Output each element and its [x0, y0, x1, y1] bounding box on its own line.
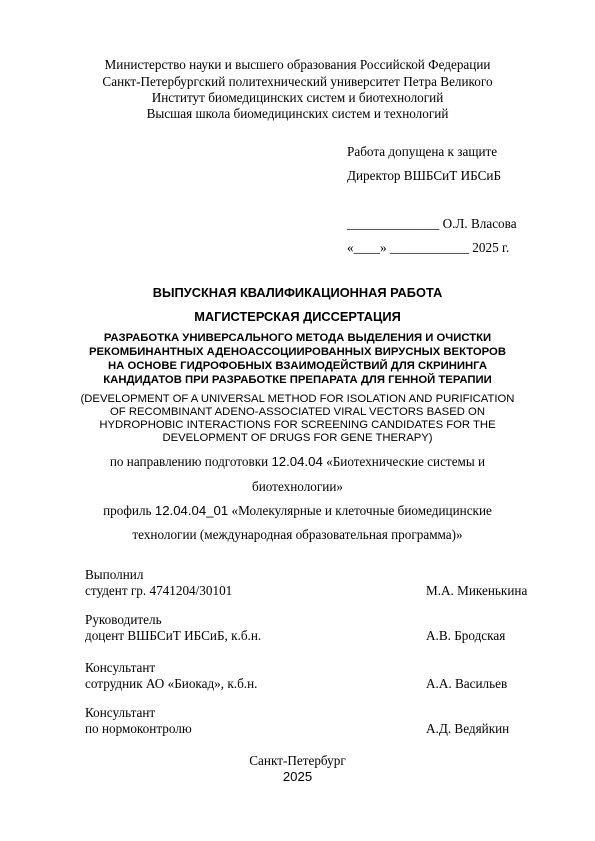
topic-en-line: OF RECOMBINANT ADENO-ASSOCIATED VIRAL VECTORS BASED ON [110, 406, 485, 418]
topic-ru-line: РЕКОМБИНАНТНЫХ АДЕНОАССОЦИИРОВАННЫХ ВИРУСНЫХ ВЕКТОРОВ [88, 346, 506, 358]
signature-line: ______________ О.Л. Власова [347, 216, 517, 231]
institute-line: Институт биомедицинских систем и биотехнологий [151, 90, 444, 105]
work-type-title: ВЫПУСКНАЯ КВАЛИФИКАЦИОННАЯ РАБОТА [152, 285, 443, 300]
topic-ru-line: КАНДИДАТОВ ПРИ РАЗРАБОТКЕ ПРЕПАРАТА ДЛЯ ГЕННОЙ ТЕРАПИИ [103, 374, 492, 386]
direction-suffix: «Биотехнические системы и [322, 454, 486, 469]
person-detail: студент гр. 4741204/30101 [85, 583, 233, 598]
year-label: 2025 [282, 769, 313, 784]
person-detail: доцент ВШБСиТ ИБСиБ, к.б.н. [85, 628, 262, 643]
topic-en-line: DEVELOPMENT OF DRUGS FOR GENE THERAPY) [162, 432, 433, 444]
person-name: А.В. Бродская [426, 628, 506, 643]
degree-title: МАГИСТЕРСКАЯ ДИССЕРТАЦИЯ [194, 309, 401, 324]
ministry-line: Министерство науки и высшего образования Российской Федерации [104, 57, 491, 72]
topic-en-line: HYDROPHOBIC INTERACTIONS FOR SCREENING CANDIDATES FOR THE [99, 419, 496, 431]
topic-ru-line: НА ОСНОВЕ ГИДРОФОБНЫХ ВЗАИМОДЕЙСТВИЙ ДЛЯ СКРИНИНГА [107, 360, 488, 372]
direction-prefix: по направлению подготовки [109, 454, 272, 469]
university-line: Санкт-Петербургский политехнический университет Петра Великого [102, 74, 493, 89]
person-role: Выполнил [85, 567, 144, 582]
person-role: Руководитель [85, 612, 162, 627]
person-name: А.Д. Ведяйкин [426, 721, 510, 736]
director-label: Директор ВШБСиТ ИБСиБ [347, 168, 502, 183]
profile-line-2: технологии (международная образовательная программа)» [132, 527, 463, 542]
profile-suffix: «Молекулярные и клеточные биомедицинские [228, 503, 492, 518]
person-name: А.А. Васильев [426, 676, 508, 691]
person-name: М.А. Микенькина [426, 583, 528, 598]
topic-en-line: (DEVELOPMENT OF A UNIVERSAL METHOD FOR ISOLATION AND PURIFICATION [80, 393, 515, 405]
direction-line-2: биотехнологии» [252, 479, 343, 494]
admitted-label: Работа допущена к защите [347, 144, 498, 159]
person-detail: сотрудник АО «Биокад», к.б.н. [85, 676, 258, 691]
person-detail: по нормоконтролю [85, 721, 192, 736]
direction-code: 12.04.04 [271, 454, 323, 469]
profile-code: 12.04.04_01 [154, 503, 229, 518]
topic-ru-line: РАЗРАБОТКА УНИВЕРСАЛЬНОГО МЕТОДА ВЫДЕЛЕНИЯ И ОЧИСТКИ [103, 332, 492, 344]
date-line: «____» ____________ 2025 г. [347, 240, 510, 255]
person-role: Консультант [85, 660, 156, 675]
profile-prefix: профиль [103, 503, 155, 518]
person-role: Консультант [85, 705, 156, 720]
school-line: Высшая школа биомедицинских систем и технологий [146, 106, 449, 121]
profile-line [0, 503, 595, 519]
direction-line [0, 454, 595, 470]
city-label: Санкт-Петербург [249, 753, 346, 768]
